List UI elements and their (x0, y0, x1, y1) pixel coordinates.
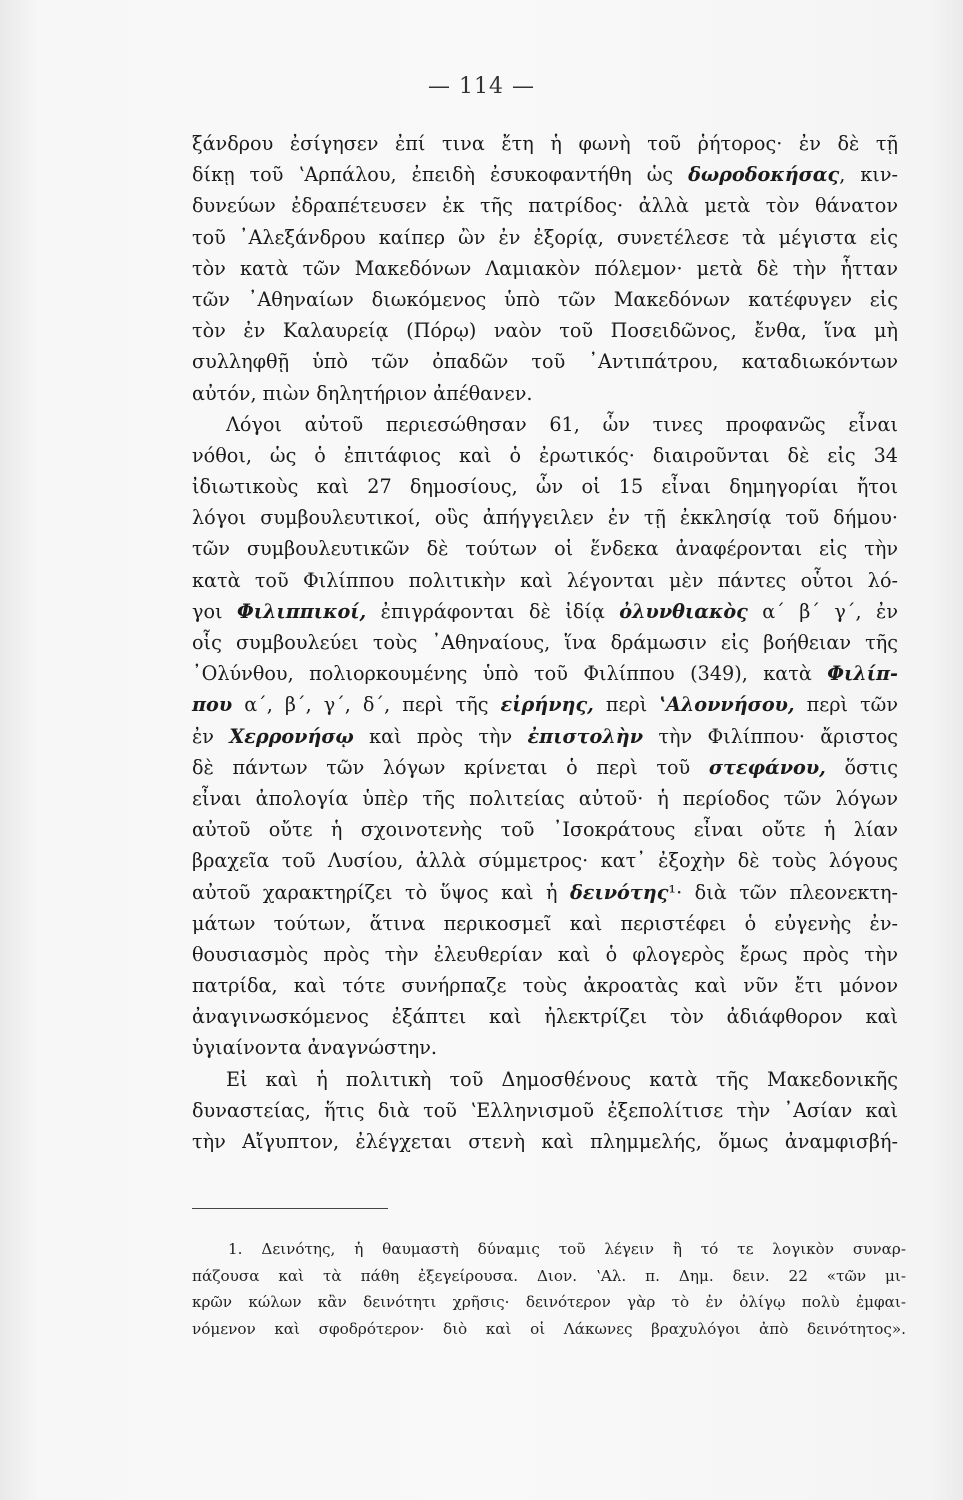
text-span: δὲ πάντων τῶν λόγων κρίνεται ὁ περὶ τοῦ (192, 755, 709, 779)
text-line: Λόγοι αὐτοῦ περιεσώθησαν 61, ὧν τινες προφανῶς εἶναι (226, 412, 898, 436)
text-span: τὴν Φιλίππου· ἄριστος (643, 724, 898, 748)
emphasis-stefanou: στεφάνου, (708, 755, 826, 779)
emphasis-epistolin: ἐπιστολὴν (527, 724, 644, 748)
text-span: αὐτοῦ χαρακτηρίζει τὸ ὕψος καὶ ἡ (192, 880, 570, 904)
text-line: Εἰ καὶ ἡ πολιτικὴ τοῦ Δημοσθένους κατὰ τῆς Μακεδονικῆς (226, 1067, 898, 1091)
emphasis-olynthiakos: ὀλυνθιακὸς (619, 599, 748, 623)
text-line: αὐτοῦ οὔτε ἡ σχοινοτενὴς τοῦ ᾽Ισοκράτους εἶναι οὔτε ἡ λίαν (192, 818, 898, 842)
text-line: μάτων τούτων, ἅτινα περικοσμεῖ καὶ περιστέφει ὁ εὐγενὴς ἐν- (192, 911, 898, 935)
footnote (192, 1236, 906, 1342)
text-line (192, 877, 898, 908)
text-line (192, 752, 898, 783)
emphasis-eirinis: εἰρήνης, (500, 693, 594, 717)
text-line (192, 159, 898, 190)
footnote-line: νόμενον καὶ σφοδρότερον· διὸ καὶ οἱ Λάκωνες βραχυλόγοι ἀπὸ δεινότητος». (192, 1319, 906, 1338)
footnote-line: πάζουσα καὶ τὰ πάθη ἐξεγείρουσα. Διον. ʽΑλ. π. Δημ. δειν. 22 «τῶν μι- (192, 1266, 906, 1285)
page-number: — 114 — (428, 74, 535, 99)
text-span: καὶ πρὸς τὴν (353, 724, 528, 748)
text-span: α΄, β΄, γ΄, δ΄, περὶ τῆς (232, 693, 501, 717)
text-line (192, 721, 898, 752)
text-line (192, 596, 898, 627)
text-line: συλληφθῇ ὑπὸ τῶν ὀπαδῶν τοῦ ᾽Αντιπάτρου, καταδιωκόντων (192, 350, 898, 374)
text-line: αὐτόν, πιὼν δηλητήριον ἀπέθανεν. (192, 381, 533, 405)
text-span: , κιν- (839, 163, 898, 187)
text-span: ὅστις (825, 755, 898, 779)
emphasis-philippikoi: Φιλιππικοί, (236, 599, 367, 623)
text-line: νόθοι, ὡς ὁ ἐπιτάφιος καὶ ὁ ἐρωτικός· διαιροῦνται δὲ εἰς 34 (192, 443, 898, 467)
text-line (192, 658, 898, 689)
text-span: ᾽Ολύνθου, πολιορκουμένης ὑπὸ τοῦ Φιλίππου (349), κατὰ (192, 662, 828, 686)
text-span: ἐν (192, 724, 230, 748)
text-line: πατρίδα, καὶ τότε συνήρπαζε τοὺς ἀκροατὰς καὶ νῦν ἔτι μόνον (192, 974, 898, 998)
text-line: τὸν κατὰ τῶν Μακεδόνων Λαμιακὸν πόλεμον· μετὰ δὲ τὴν ἧτταν (192, 256, 898, 280)
text-span: δίκῃ τοῦ ʽΑρπάλου, ἐπειδὴ ἐσυκοφαντήθη ὡς (192, 163, 689, 187)
text-line: κατὰ τοῦ Φιλίππου πολιτικὴν καὶ λέγονται μὲν πάντες οὗτοι λό- (192, 568, 898, 592)
text-line: τοῦ ᾽Αλεξάνδρου καίπερ ὢν ἐν ἐξορίᾳ, συνετέλεσε τὰ μέγιστα εἰς (192, 225, 898, 249)
emphasis-dorodokisas: δωροδοκήσας (688, 163, 840, 187)
text-line: δυναστείας, ἥτις διὰ τοῦ ʽΕλληνισμοῦ ἐξεπολίτισε τὴν ᾽Ασίαν καὶ (192, 1098, 898, 1122)
text-span: περὶ (593, 693, 660, 717)
emphasis-pou: που (192, 693, 233, 717)
emphasis-alonnisou: ʽΑλοννήσου, (659, 693, 795, 717)
text-line: ἰδιωτικοὺς καὶ 27 δημοσίους, ὧν οἱ 15 εἶναι δημηγορίαι ἤτοι (192, 475, 898, 499)
emphasis-chersonisos: Χερρονήσῳ (229, 724, 354, 748)
text-span: ¹· διὰ τῶν πλεονεκτη- (668, 880, 898, 904)
main-text (192, 128, 898, 1157)
emphasis-deinotis: δεινότης (569, 880, 669, 904)
text-span: γοι (192, 599, 237, 623)
emphasis-philip: Φιλίπ- (827, 662, 898, 686)
text-line: λόγοι συμβουλευτικοί, οὓς ἀπήγγειλεν ἐν τῇ ἐκκλησίᾳ τοῦ δήμου· (192, 506, 898, 530)
footnote-divider (192, 1208, 388, 1209)
text-line: οἷς συμβουλεύει τοὺς ᾽Αθηναίους, ἵνα δράμωσιν εἰς βοήθειαν τῆς (192, 631, 898, 654)
text-line: ξάνδρου ἐσίγησεν ἐπί τινα ἔτη ἡ φωνὴ τοῦ ῥήτορος· ἐν δὲ τῇ (192, 132, 898, 155)
text-line: τὴν Αἴγυπτον, ἐλέγχεται στενὴ καὶ πλημμελής, ὅμως ἀναμφισβή- (192, 1130, 898, 1153)
text-line: εἶναι ἀπολογία ὑπὲρ τῆς πολιτείας αὐτοῦ· ἡ περίοδος τῶν λόγων (192, 786, 898, 810)
text-line: βραχεῖα τοῦ Λυσίου, ἀλλὰ σύμμετρος· κατ᾽ ἐξοχὴν δὲ τοὺς λόγους (192, 849, 898, 873)
text-span: περὶ τῶν (794, 693, 898, 717)
text-line: ἀναγινωσκόμενος ἐξάπτει καὶ ἠλεκτρίζει τὸν ἀδιάφθορον καὶ (192, 1005, 898, 1029)
footnote-line: 1. Δεινότης, ἡ θαυμαστὴ δύναμις τοῦ λέγειν ἢ τό τε λογικὸν συναρ- (228, 1240, 906, 1258)
text-line: ὑγιαίνοντα ἀναγνώστην. (192, 1036, 438, 1060)
footnote-line: κρῶν κώλων κἂν δεινότητι χρῆσις· δεινότερον γὰρ τὸ ἐν ὀλίγῳ πολὺ ἐμφαι- (192, 1293, 906, 1311)
text-line: δυνεύων ἐδραπέτευσεν ἐκ τῆς πατρίδος· ἀλλὰ μετὰ τὸν θάνατον (192, 194, 898, 218)
text-line: τῶν ᾽Αθηναίων διωκόμενος ὑπὸ τῶν Μακεδόνων κατέφυγεν εἰς (192, 287, 898, 311)
text-span: α΄ β΄ γ΄, ἐν (747, 599, 898, 623)
text-line: τῶν συμβουλευτικῶν δὲ τούτων οἱ ἕνδεκα ἀναφέρονται εἰς τὴν (192, 537, 898, 561)
text-line (192, 689, 898, 720)
text-span: ἐπιγράφονται δὲ ἰδίᾳ (366, 599, 620, 623)
text-line: θουσιασμὸς πρὸς τὴν ἐλευθερίαν καὶ ὁ φλογερὸς ἔρως πρὸς τὴν (192, 942, 898, 966)
text-line: τὸν ἐν Καλαυρείᾳ (Πόρῳ) ναὸν τοῦ Ποσειδῶνος, ἔνθα, ἵνα μὴ (192, 319, 898, 343)
